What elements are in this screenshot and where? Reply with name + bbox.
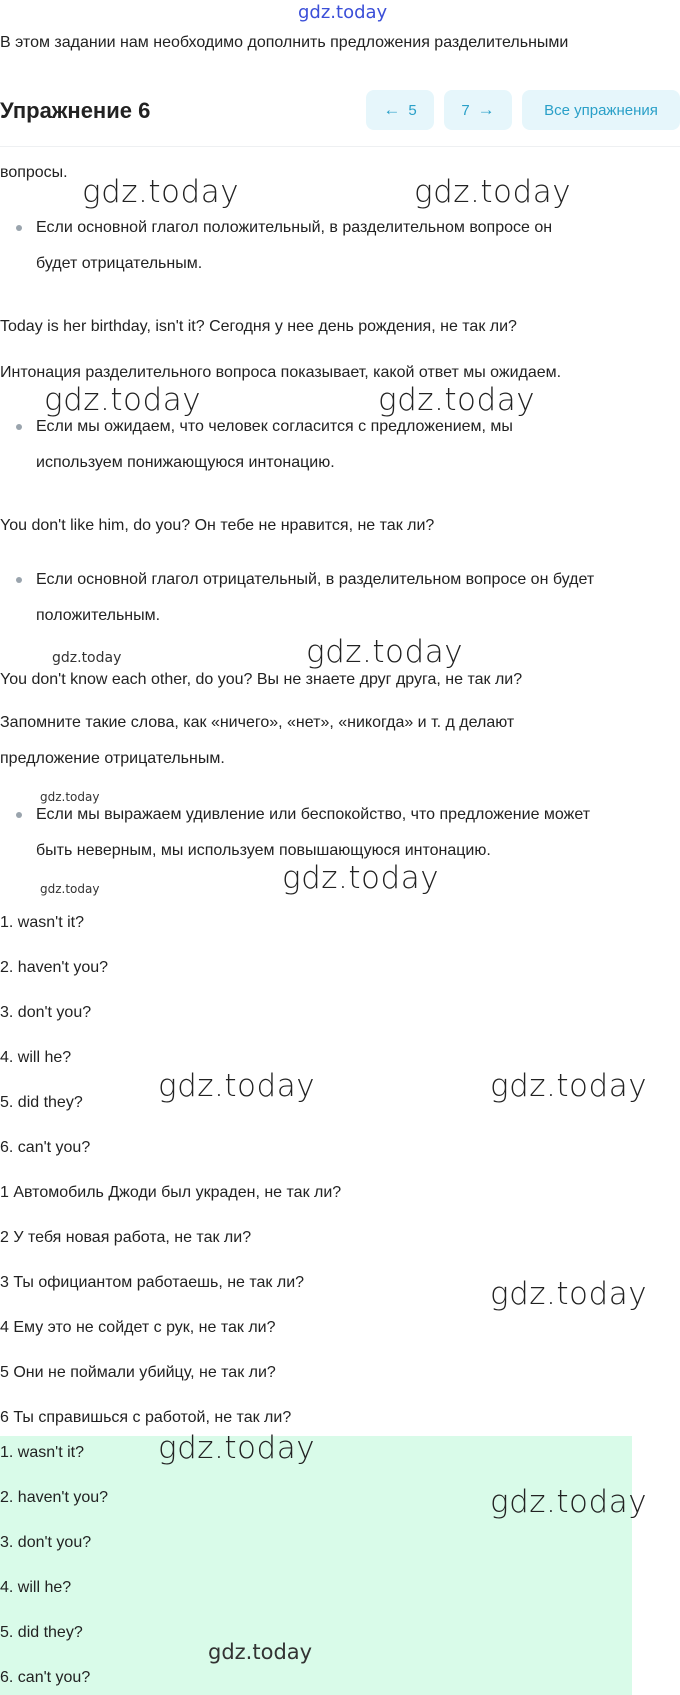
answer-item: 3. don't you? — [0, 1004, 92, 1021]
watermark: gdz.today — [490, 1484, 648, 1520]
watermark: gdz.today — [158, 1430, 316, 1466]
translation-item: 4 Ему это не сойдет с рук, не так ли? — [0, 1319, 276, 1336]
watermark: gdz.today — [490, 1276, 648, 1312]
translation-item: 2 У тебя новая работа, не так ли? — [0, 1229, 252, 1246]
bullet-text: будет отрицательным. — [36, 255, 203, 272]
bullet-text: Если основной глагол отрицательный, в разделительном вопросе он будет — [36, 571, 595, 588]
watermark: gdz.today — [82, 174, 240, 210]
watermark: gdz.today — [208, 1640, 313, 1664]
paragraph: Запомните такие слова, как «ничего», «нет», «никогда» и т. д делают — [0, 714, 515, 731]
watermark: gdz.today — [158, 1068, 316, 1104]
bullet-text: быть неверным, мы используем повышающуюся интонацию. — [36, 842, 491, 859]
answer-box-item: 4. will he? — [0, 1579, 72, 1596]
answer-box-item: 6. can't you? — [0, 1669, 91, 1686]
answer-box-item: 3. don't you? — [0, 1534, 92, 1551]
answer-item: 4. will he? — [0, 1049, 72, 1066]
answer-box-item: 2. haven't you? — [0, 1489, 109, 1506]
next-exercise-button[interactable] — [444, 90, 512, 130]
watermark: gdz.today — [44, 382, 202, 418]
answer-item: 5. did they? — [0, 1094, 83, 1111]
paragraph: предложение отрицательным. — [0, 750, 225, 767]
answer-item: 2. haven't you? — [0, 959, 109, 976]
bullet-text: Если мы ожидаем, что человек согласится с предложением, мы — [36, 418, 513, 435]
watermark: gdz.today — [40, 790, 100, 804]
example-sentence: You don't like him, do you? Он тебе не нравится, не так ли? — [0, 517, 435, 534]
next-exercise-label: 7 — [461, 101, 470, 119]
bullet-dot — [16, 577, 22, 583]
translation-item: 5 Они не поймали убийцу, не так ли? — [0, 1364, 276, 1381]
intro-text: В этом задании нам необходимо дополнить предложения разделительными — [0, 34, 569, 51]
bullet-text: используем понижающуюся интонацию. — [36, 454, 335, 471]
paragraph: Интонация разделительного вопроса показывает, какой ответ мы ожидаем. — [0, 364, 562, 381]
site-logo[interactable]: gdz.today — [298, 2, 388, 23]
translation-item: 1 Автомобиль Джоди был украден, не так ли? — [0, 1184, 342, 1201]
bullet-dot — [16, 424, 22, 430]
watermark: gdz.today — [378, 382, 536, 418]
translation-item: 6 Ты справишься с работой, не так ли? — [0, 1409, 292, 1426]
answers-box — [0, 1436, 632, 1695]
watermark: gdz.today — [282, 860, 440, 896]
answer-item: 6. can't you? — [0, 1139, 91, 1156]
bullet-text: Если мы выражаем удивление или беспокойство, что предложение может — [36, 806, 591, 823]
example-sentence: You don't know each other, do you? Вы не знаете друг друга, не так ли? — [0, 671, 523, 688]
page-title: Упражнение 6 — [0, 98, 151, 123]
watermark: gdz.today — [414, 174, 572, 210]
bullet-dot — [16, 225, 22, 231]
watermark: gdz.today — [52, 650, 122, 666]
example-sentence: Today is her birthday, isn't it? Сегодня у нее день рождения, не так ли? — [0, 318, 517, 335]
bullet-text: Если основной глагол положительный, в разделительном вопросе он — [36, 219, 553, 236]
answer-box-item: 1. wasn't it? — [0, 1444, 84, 1461]
theory-partial-line: вопросы. — [0, 164, 68, 181]
watermark: gdz.today — [490, 1068, 648, 1104]
bullet-dot — [16, 812, 22, 818]
answer-item: 1. wasn't it? — [0, 914, 84, 931]
arrow-left-icon: ← — [383, 100, 401, 119]
all-exercises-label: Все упражнения — [544, 101, 658, 119]
prev-exercise-button[interactable] — [366, 90, 434, 130]
translation-item: 3 Ты официантом работаешь, не так ли? — [0, 1274, 305, 1291]
answer-box-item: 5. did they? — [0, 1624, 83, 1641]
bullet-text: положительным. — [36, 607, 161, 624]
watermark: gdz.today — [306, 634, 464, 670]
watermark: gdz.today — [40, 882, 100, 896]
arrow-right-icon: → — [477, 100, 495, 119]
prev-exercise-label: 5 — [408, 101, 417, 119]
all-exercises-button[interactable] — [522, 90, 680, 130]
